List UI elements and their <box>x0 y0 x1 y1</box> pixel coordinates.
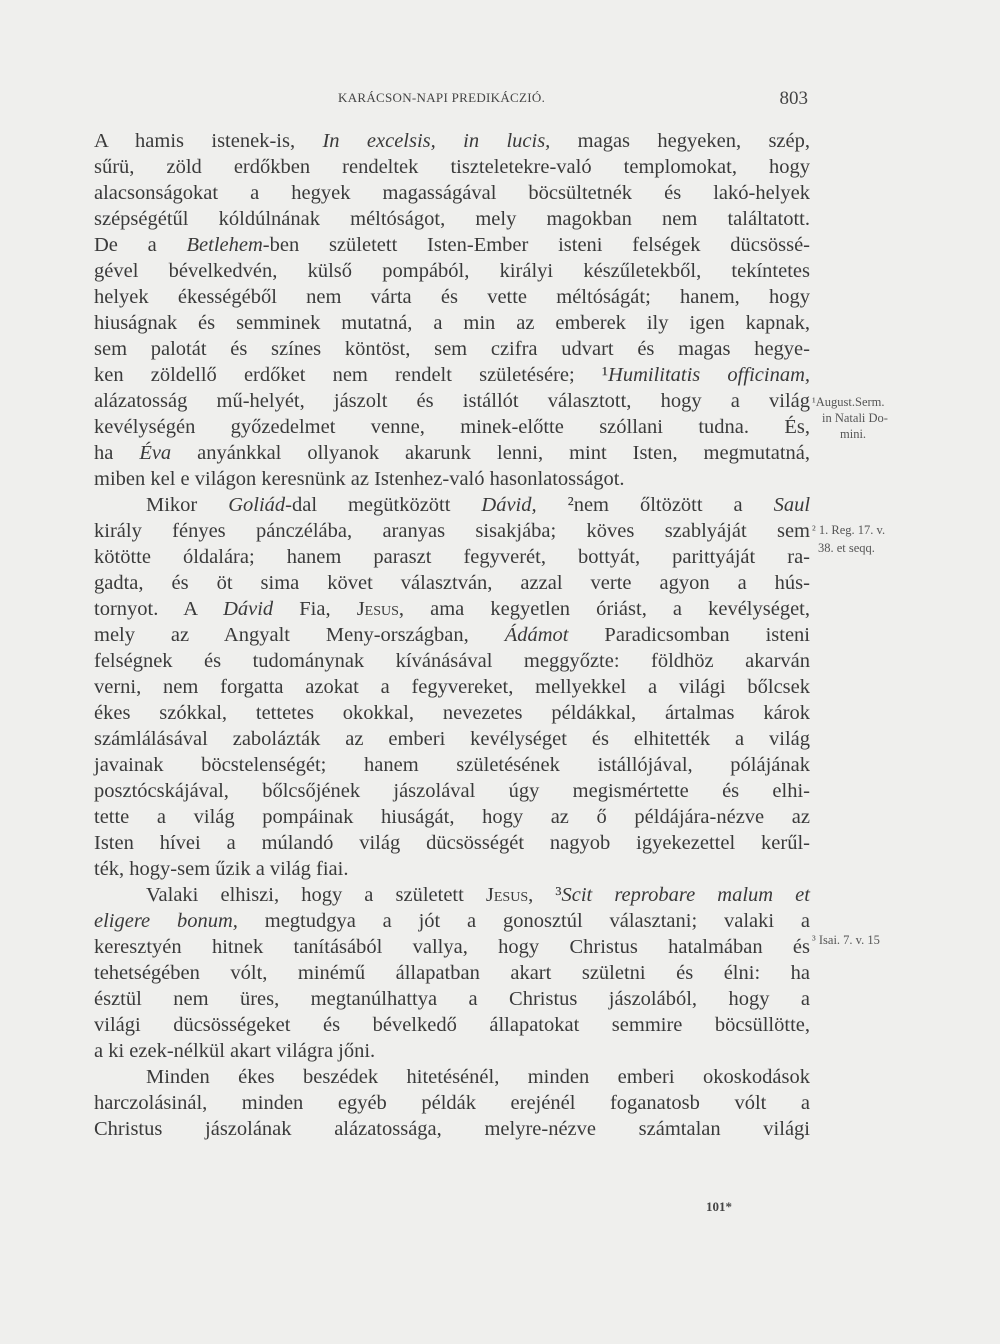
marginal-note: ² 1. Reg. 17. v. <box>812 523 886 537</box>
text-line: Valaki elhiszi, hogy a született Jesus, ³Scit reprobare malum et <box>146 884 810 906</box>
text-line: A hamis istenek-is, In excelsis, in lucis, magas hegyeken, szép, <box>94 130 810 152</box>
text-line: alázatosság mű-helyét, jászolt és istállót választott, hogy a világ <box>94 390 810 412</box>
text-line: verni, nem forgatta azokat a fegyvereket, mellyekkel a világi bőlcsek <box>94 676 810 698</box>
marginal-note: 38. et seqq. <box>818 541 875 555</box>
marginal-note: ¹August.Serm. <box>812 395 885 409</box>
text-line: világi dücsösségeket és bévelkedő állapatokat semmire böcsüllötte, <box>94 1014 810 1036</box>
page-number: 803 <box>779 88 808 109</box>
marginal-note: mini. <box>840 427 867 441</box>
text-line: szépségétűl kóldúlnának méltóságot, mely magokban nem találtatott. <box>94 208 810 230</box>
text-line: ken zöldellő erdőket nem rendelt születésére; ¹Humilitatis officinam, <box>94 364 810 386</box>
text-line: hiuságnak és semminek mutatná, a min az emberek ily igen kapnak, <box>94 312 810 334</box>
text-line: számlálásával zabolázták az emberi kevélységet és elhitették a világ <box>94 728 810 750</box>
text-line: Mikor Goliád-dal megütközött Dávid, ²nem őltözött a Saul <box>146 494 811 516</box>
printer-signature-mark: 101* <box>706 1199 732 1214</box>
text-line: miben kel e világon keresnünk az Istenhez-való hasonlatosságot. <box>94 468 625 490</box>
marginal-note: ³ Isai. 7. v. 15 <box>812 933 880 947</box>
text-line: sűrü, zöld erdőkben rendeltek tiszteletekre-való templomokat, hogy <box>94 156 810 178</box>
text-line: kötötte óldalára; hanem paraszt fegyverét, bottyát, parittyáját ra- <box>94 546 810 568</box>
text-line: helyek ékességéből nem várta és vette méltóságát; hanem, hogy <box>94 286 810 308</box>
text-line: De a Betlehem-ben született Isten-Ember isteni felségek dücsössé- <box>94 234 810 256</box>
text-line: keresztyén hitnek tanításából vallya, hogy Christus hatalmában és <box>94 936 810 958</box>
text-line: ékes szókkal, tettetes okokkal, nevezetes példákkal, ártalmas károk <box>94 702 810 724</box>
marginal-note: in Natali Do- <box>822 411 888 425</box>
text-line: tette a világ pompáinak hiuságát, hogy az ő példájára-nézve az <box>94 806 810 828</box>
text-line: király fényes pánczélába, aranyas sisakjába; köves szablyáját sem <box>94 520 810 542</box>
running-title: KARÁCSON-NAPI PREDIKÁCZIÓ. <box>338 90 546 105</box>
text-line: felségnek és tudománynak kívánásával meggyőzte: földhöz akarván <box>94 650 810 672</box>
text-line: mely az Angyalt Meny-országban, Ádámot Paradicsomban isteni <box>94 624 810 646</box>
text-line: posztócskájával, bőlcsőjének jászolával úgy megismértette és elhi- <box>94 780 810 802</box>
text-line: Minden ékes beszédek hitetésénél, minden emberi okoskodások <box>146 1066 810 1088</box>
text-line: tehetségében vólt, minémű állapatban akart születni és élni: ha <box>94 962 810 984</box>
text-line: a ki ezek-nélkül akart világra jőni. <box>94 1040 376 1062</box>
text-line: eligere bonum, megtudgya a jót a gonosztúl választani; valaki a <box>94 910 810 932</box>
text-line: harczolásinál, minden egyéb példák erejénél foganatosb vólt a <box>94 1092 810 1114</box>
text-line: alacsonságokat a hegyek magasságával böcsültetnék és lakó-helyek <box>94 182 810 204</box>
text-line: tornyot. A Dávid Fia, Jesus, ama kegyetlen óriást, a kevélységet, <box>94 598 810 620</box>
text-line: ha Éva anyánkkal ollyanok akarunk lenni, mint Isten, megmutatná, <box>94 442 810 464</box>
text-line: kevélységén győzedelmet venne, minek-előtte szóllani tudna. És, <box>94 416 810 438</box>
text-line: sem palotát és színes köntöst, sem czifra udvart és magas hegye- <box>94 338 810 360</box>
text-line: Christus jászolának alázatossága, melyre-nézve számtalan világi <box>94 1118 810 1140</box>
text-line: ték, hogy-sem űzik a világ fiai. <box>94 858 349 880</box>
text-line: gével bévelkedvén, külső pompából, királyi készűletekből, tekíntetes <box>94 260 810 282</box>
text-line: gadta, és öt sima követ választván, azzal verte agyon a hús- <box>94 572 810 594</box>
text-line: észtül nem üres, megtanúlhattya a Christus jászolából, hogy a <box>94 988 810 1010</box>
text-line: javainak böcstelenségét; hanem születésének istállójával, pólájának <box>94 754 810 776</box>
text-line: Isten hívei a múlandó világ dücsösségét nagyob igyekezettel kerűl- <box>94 832 810 854</box>
